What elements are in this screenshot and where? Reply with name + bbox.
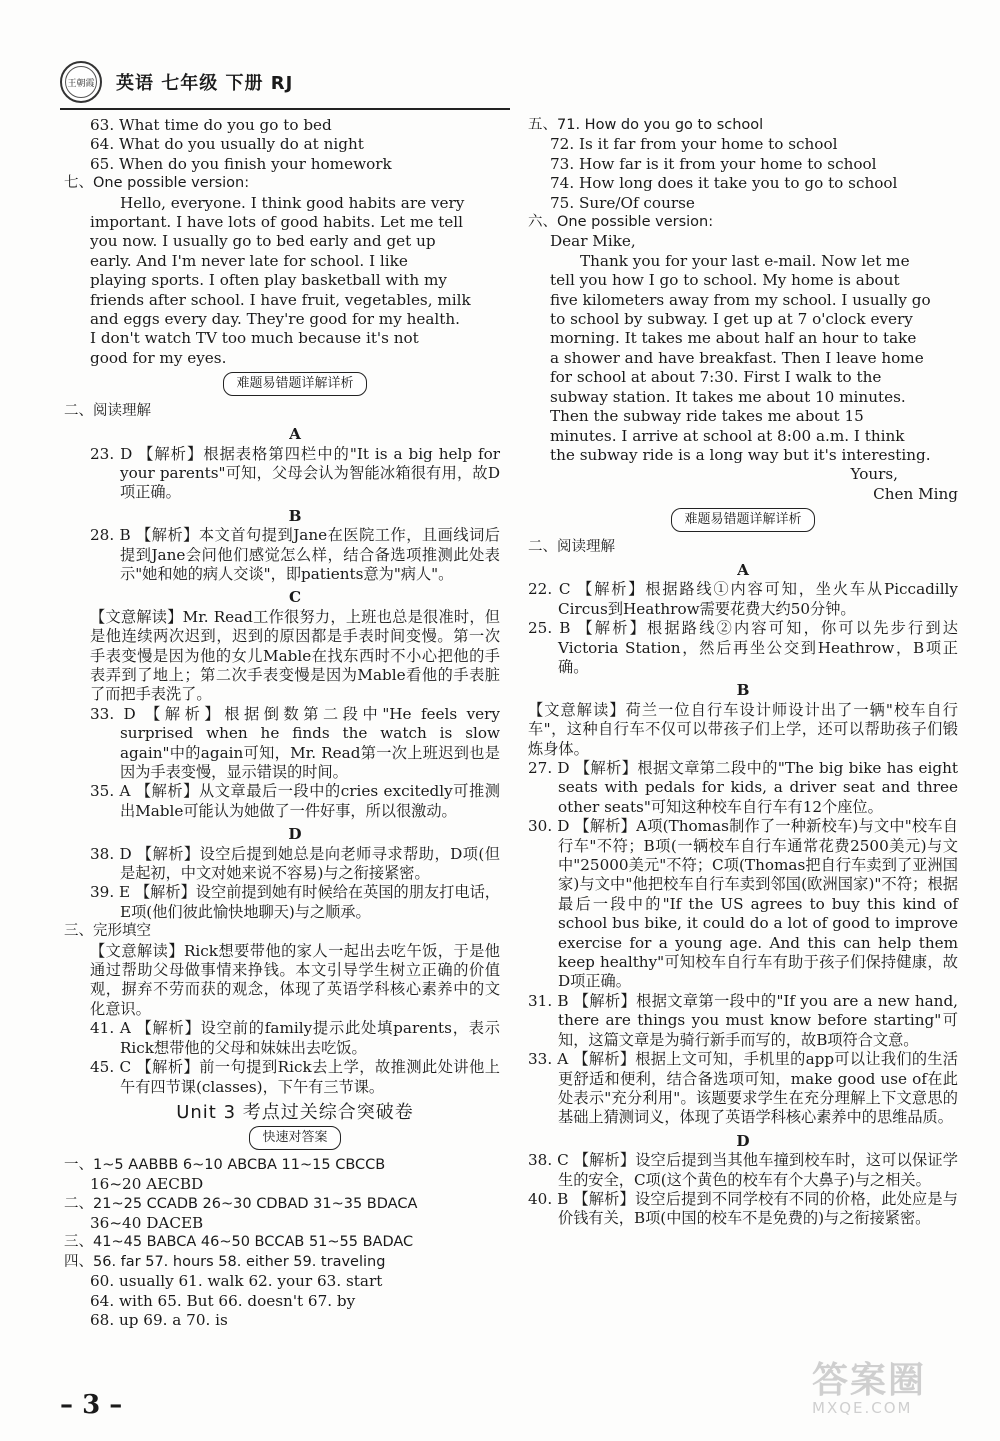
explain-38: 38. D 【解析】设空后提到她总是向老师寻求帮助，D项(但是起初，中文对她来说不容易)与之衔接紧密。 (90, 844, 500, 883)
banner-label: 快速对答案 (249, 1126, 340, 1149)
explain-45: 45. C 【解析】前一句提到Rick去上学，故推测此处讲他上午有四节课(classes)，下午有三节课。 (90, 1058, 500, 1096)
unit-title: Unit 3 考点过关综合突破卷 (176, 1101, 414, 1123)
answers-part-4-cont: 64. with 65. But 66. doesn't 67. by (90, 1291, 356, 1310)
explain-35: 35. A 【解析】从文章最后一段中的cries excitedly可推测出Mable可能认为她做了一件好事，所以很激动。 (90, 782, 500, 820)
section-2-heading: 二、阅读理解 (528, 538, 615, 555)
header-rule (60, 108, 510, 110)
passage-label-d: D (288, 825, 302, 844)
detail-banner (90, 372, 500, 395)
letter-line: the subway ride is a long way but it's interesting. (550, 445, 931, 464)
essay-line: you now. I usually go to bed early and get up (90, 232, 436, 251)
explain-30: 30. D 【解析】A项(Thomas制作了一种新校车)与文中"校车自行车"不符；B项(一辆校车自行车通常花费2500美元)与文中"25000美元"不符；C项(Thomas把自行车卖到了亚洲国家)与文中"他把校车自行车卖到邻国(欧洲国家)"不符；根据最后一段中的"If the US agrees to buy this kind of school bus bike, it could do a lot of good to improve exercise for a young age. And this can help them keep healthy"可知校车自行车有助于孩子们保持健康，故D项正确。 (528, 817, 958, 991)
essay-line: and eggs every day. They're good for my health. (90, 310, 461, 329)
answers-part-4: 四、56. far 57. hours 58. either 59. traveling (64, 1253, 386, 1270)
answer-74: 74. How long does it take you to go to school (550, 174, 898, 193)
answers-part-1-cont: 16~20 AECBD (90, 1175, 204, 1194)
essay-line: early. And I'm never late for school. I like (90, 251, 408, 270)
explain-38: 38. C 【解析】设空后提到当其他车撞到校车时，这可以保证学生的安全，C项(这个黄色的校车有个大鼻子)与之相关。 (528, 1151, 958, 1189)
section-3-heading: 三、完形填空 (64, 923, 151, 940)
letter-line: Thank you for your last e-mail. Now let me (580, 251, 910, 270)
answer-75: 75. Sure/Of course (550, 193, 695, 212)
cloze-summary: 【文意解读】Rick想要带他的家人一起出去吃午饭，于是他通过帮助父母做事情来挣钱。本文引导学生树立正确的价值观，摒弃不劳而获的观念，体现了英语学科核心素养中的文化意识。 (90, 941, 500, 1018)
left-column (64, 116, 500, 1330)
site-watermark (812, 1352, 972, 1422)
section-6-heading: 六、One possible version: (528, 214, 714, 231)
page-number: – 3 – (60, 1390, 123, 1420)
passage-label-b: B (288, 506, 302, 525)
passage-label-d: D (736, 1131, 750, 1150)
answer-71: 五、71. How do you go to school (528, 117, 764, 133)
watermark-sub: MXQE.COM (812, 1399, 913, 1417)
section-7-heading: 七、One possible version: (64, 175, 250, 192)
letter-signature: Chen Ming (873, 484, 958, 503)
answers-part-3: 三、41~45 BABCA 46~50 BCCAB 51~55 BADAC (64, 1234, 414, 1251)
explain-40: 40. B 【解析】设空后提到不同学校有不同的价格，此处应是与价钱有关，B项(中国的校车不是免费的)与之衔接紧密。 (528, 1189, 958, 1228)
essay-line: important. I have lots of good habits. Let me tell (90, 213, 464, 232)
letter-line: Then the subway ride takes me about 15 (550, 407, 864, 426)
answers-part-1: 一、1~5 AABBB 6~10 ABCBA 11~15 CBCCB (64, 1156, 386, 1173)
passage-label-a: A (289, 425, 301, 444)
answer-63: 63. What time do you go to bed (90, 116, 332, 134)
letter-line: a shower and have breakfast. Then I leave home (550, 348, 924, 367)
explain-33: 33. D 【解析】根据倒数第二段中"He feels very surprised when he finds the watch is slow again"中的again可知，Mr. Read第一次上班迟到也是因为手表变慢，显示错误的时间。 (90, 704, 500, 781)
answer-64: 64. What do you usually do at night (90, 135, 364, 154)
essay-line: I don't watch TV too much because it's not (90, 329, 419, 348)
letter-line: to school by subway. I get up at 7 o'clock every (550, 310, 913, 329)
essay-line: playing sports. I often play basketball with my (90, 271, 447, 290)
section-2-heading: 二、阅读理解 (64, 402, 151, 419)
answers-part-4-cont: 68. up 69. a 70. is (90, 1310, 228, 1329)
explain-28: 28. B 【解析】本文首句提到Jane在医院工作，且画线词后提到Jane会问他们感觉怎么样，结合备选项推测此处表示"她和她的病人交谈"，即patients意为"病人"。 (90, 526, 500, 583)
passage-label-a: A (737, 560, 749, 579)
explain-25: 25. B 【解析】根据路线②内容可知，你可以先步行到达Victoria Station，然后再坐公交到Heathrow，B项正确。 (528, 619, 958, 676)
answer-73: 73. How far is it from your home to school (550, 154, 877, 173)
passage-c-summary: 【文意解读】Mr. Read工作很努力，上班也总是很准时，但是他连续两次迟到，迟到的原因都是手表时间变慢。第一次手表变慢是因为他的女儿Mable在找东西时不小心把他的手表弄到了地上；第二次手表变慢是因为Mable看他的手表脏了而把手表洗了。 (90, 607, 500, 704)
right-column (528, 116, 958, 1229)
detail-banner (528, 508, 958, 531)
explain-27: 27. D 【解析】根据文章第二段中的"The big bike has eight seats with pedals for kids, a driver seat and three other seats"可知这种校车自行车有12个座位。 (528, 759, 958, 816)
passage-label-c: C (288, 588, 302, 607)
letter-line: subway station. It takes me about 10 minutes. (550, 387, 906, 406)
answers-part-2-cont: 36~40 DACEB (90, 1213, 204, 1232)
watermark-main: 答案圈 (812, 1360, 927, 1401)
letter-greeting: Dear Mike, (550, 232, 636, 251)
answer-72: 72. Is it far from your home to school (550, 135, 838, 154)
letter-line: morning. It takes me about half an hour to take (550, 329, 917, 348)
passage-b-summary: 【文意解读】荷兰一位自行车设计师设计出了一辆"校车自行车"，这种自行车不仅可以带孩子们上学，还可以帮助孩子们锻炼身体。 (528, 700, 958, 758)
explain-23: 23. D 【解析】根据表格第四栏中的"It is a big help for your parents"可知，父母会认为智能冰箱很有用，故D项正确。 (90, 444, 500, 502)
explain-22: 22. C 【解析】根据路线①内容可知，坐火车从Piccadilly Circus到Heathrow需要花费大约50分钟。 (528, 580, 958, 618)
answers-part-4-cont: 60. usually 61. walk 62. your 63. start (90, 1272, 383, 1291)
explain-33: 33. A 【解析】根据上文可知，手机里的app可以让我们的生活更舒适和便利，结合备选项可知，make good use of在此处表示"充分利用"。该题要求学生在充分理解上下文意思的基础上猜测词义，体现了英语学科核心素养中的思维品质。 (528, 1050, 958, 1127)
publisher-logo (60, 61, 102, 103)
explain-41: 41. A 【解析】设空前的family提示此处填parents，表示Rick想带他的父母和妹妹出去吃饭。 (90, 1019, 500, 1057)
letter-line: minutes. I arrive at school at 8:00 a.m. I think (550, 426, 905, 445)
logo-text: 王朝霞 (65, 66, 97, 98)
passage-label-b: B (736, 681, 750, 700)
book-title: 英语 七年级 下册 RJ (116, 73, 294, 94)
answer-65: 65. When do you finish your homework (90, 154, 392, 173)
page-number-value: 3 (82, 1390, 101, 1420)
banner-label: 难题易错题详解详析 (223, 372, 366, 395)
explain-31: 31. B 【解析】根据文章第一段中的"If you are a new hand, there are things you must know before starting"可知，这篇文章是为骑行新手而写的，故B项符合文意。 (528, 991, 958, 1049)
banner-label: 难题易错题详解详析 (671, 508, 814, 531)
letter-line: tell you how I go to school. My home is about (550, 271, 900, 290)
essay-line: Hello, everyone. I think good habits are very (120, 193, 465, 212)
letter-line: for school at about 7:30. First I walk to the (550, 368, 882, 387)
letter-closing: Yours, (850, 465, 898, 484)
quick-answer-banner (90, 1126, 500, 1149)
page-header (60, 62, 293, 102)
letter-line: five kilometers away from my school. I usually go (550, 290, 931, 309)
essay-line: friends after school. I have fruit, vegetables, milk (90, 290, 471, 309)
explain-39: 39. E 【解析】设空前提到她有时候给在英国的朋友打电话，E项(他们彼此愉快地聊天)与之顺承。 (90, 883, 500, 921)
essay-line: good for my eyes. (90, 348, 227, 367)
answers-part-2: 二、21~25 CCADB 26~30 CDBAD 31~35 BDACA (64, 1195, 418, 1212)
